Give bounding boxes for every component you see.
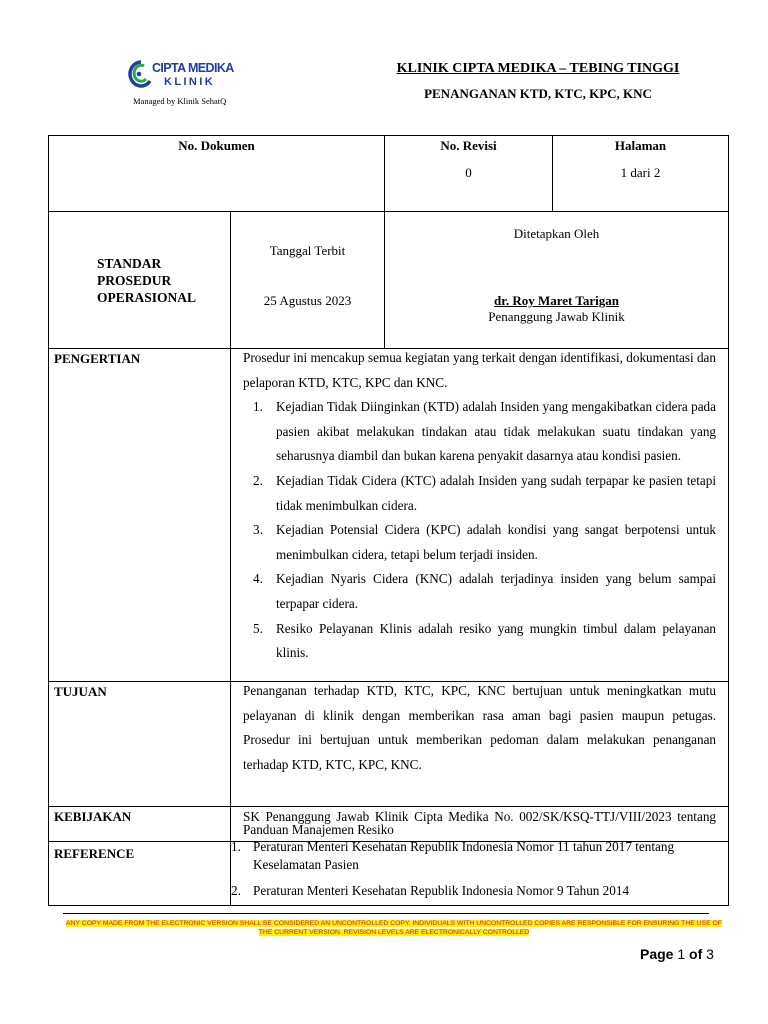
pengertian-item-text: Kejadian Potensial Cidera (KPC) adalah kondisi yang sangat berpotensi untuk menimbulkan cidera, tetapi belum terjadi insiden. xyxy=(276,522,717,562)
reference-item xyxy=(231,882,720,900)
pengertian-item-number: 3. xyxy=(253,522,263,538)
signer-name: dr. Roy Maret Tarigan xyxy=(494,293,619,308)
document-title: PENANGANAN KTD, KTC, KPC, KNC xyxy=(424,86,652,101)
pengertian-item-number: 5. xyxy=(253,620,263,636)
page-indicator xyxy=(640,946,714,962)
page-word: Page xyxy=(640,946,674,962)
reference-row xyxy=(49,842,729,906)
pengertian-item-number: 2. xyxy=(253,472,263,488)
pengertian-label: PENGERTIAN xyxy=(49,349,231,682)
halaman-value: 1 dari 2 xyxy=(620,165,661,180)
reference-content xyxy=(231,839,729,906)
pengertian-item-number: 4. xyxy=(253,571,263,587)
tanggal-terbit-value: 25 Agustus 2023 xyxy=(263,293,352,308)
signer-role: Penanggung Jawab Klinik xyxy=(488,309,625,324)
no-dokumen-cell xyxy=(49,136,385,212)
pengertian-list xyxy=(243,395,716,666)
pengertian-item xyxy=(243,518,716,567)
sop-line-3: OPERASIONAL xyxy=(97,289,197,305)
reference-list xyxy=(231,838,720,900)
page-total: 3 xyxy=(706,946,714,962)
pengertian-row xyxy=(49,349,729,682)
logo-emblem-icon xyxy=(128,60,152,90)
reference-item-number: 2. xyxy=(231,883,241,898)
pengertian-item-text: Kejadian Nyaris Cidera (KNC) adalah terjadinya insiden yang belum sampai terpapar cidera. xyxy=(276,571,717,611)
reference-item-text: Peraturan Menteri Kesehatan Republik Indonesia Nomor 11 tahun 2017 tentang Keselamatan Pasien xyxy=(253,839,675,872)
no-revisi-cell xyxy=(385,136,553,212)
pengertian-item-text: Kejadian Tidak Cidera (KTC) adalah Insiden yang sudah terpapar ke pasien tetapi tidak menimbulkan cidera. xyxy=(276,472,717,513)
pengertian-item xyxy=(243,395,716,469)
reference-label: REFERENCE xyxy=(49,842,231,906)
pengertian-item xyxy=(243,469,716,518)
kebijakan-row xyxy=(49,807,729,842)
page-current: 1 xyxy=(677,946,686,962)
pengertian-item-text: Resiko Pelayanan Klinis adalah resiko yang mungkin timbul dalam pelayanan klinis. xyxy=(276,620,717,661)
sop-line-1: STANDAR xyxy=(97,255,162,271)
pengertian-content xyxy=(231,349,729,682)
uncontrolled-copy-text: ANY COPY MADE FROM THE ELECTRONIC VERSION SHALL BE CONSIDERED AN UNCONTROLLED COPY. INDIVIDUALS WITH UNCONTROLLED COPIES ARE RESPONSIBLE FOR ENSURING THE USE OF THE CURRENT VERSION. REVISION LEVELS ARE ELECTRONICALLY CONTROLLED xyxy=(66,920,722,936)
clinic-title: KLINIK CIPTA MEDIKA – TEBING TINGGI xyxy=(396,61,680,76)
pengertian-item xyxy=(243,567,716,616)
pengertian-item xyxy=(243,617,716,666)
tujuan-text: Penanganan terhadap KTD, KTC, KPC, KNC bertujuan untuk meningkatkan mutu pelayanan di klinik dengan memberikan rasa aman bagi pasien maupun petugas. Prosedur ini bertujuan untuk memberikan pedoman dalam melakukan penanganan terhadap KTD, KTC, KPC, KNC. xyxy=(243,683,717,772)
footer-divider xyxy=(63,913,709,914)
reference-item-number: 1. xyxy=(231,839,241,854)
tanggal-terbit-label: Tanggal Terbit xyxy=(269,243,346,258)
logo-name: CIPTA MEDIKA xyxy=(152,61,234,75)
halaman-cell xyxy=(553,136,729,212)
pengertian-item-number: 1. xyxy=(253,399,263,415)
tanggal-terbit-cell xyxy=(231,212,385,349)
reference-item-text: Peraturan Menteri Kesehatan Republik Indonesia Nomor 9 Tahun 2014 xyxy=(253,883,630,898)
doc-info-row xyxy=(49,136,729,212)
tujuan-label: TUJUAN xyxy=(49,682,231,807)
sop-table xyxy=(48,135,729,906)
halaman-label: Halaman xyxy=(614,138,667,153)
sop-line-2: PROSEDUR xyxy=(97,272,172,288)
kebijakan-content xyxy=(231,807,729,842)
kebijakan-text: SK Penanggung Jawab Klinik Cipta Medika No. 002/SK/KSQ-TTJ/VIII/2023 tentang Panduan Manajemen Resiko xyxy=(243,809,717,837)
kebijakan-label: KEBIJAKAN xyxy=(49,807,231,842)
pengertian-item-text: Kejadian Tidak Diinginkan (KTD) adalah Insiden yang mengakibatkan cidera pada pasien akibat melakukan tindakan atau tidak melakukan suatu tindakan yang seharusnya diambil dan bukan karena penyakit dasarnya atau kondisi pasien. xyxy=(276,399,717,464)
sop-header-row xyxy=(49,212,729,349)
uncontrolled-copy-notice xyxy=(62,919,726,937)
ditetapkan-cell xyxy=(385,212,729,349)
managed-by-text: Managed by Klinik SehatQ xyxy=(133,96,227,106)
logo-subtitle: KLINIK xyxy=(164,76,216,88)
pengertian-intro: Prosedur ini mencakup semua kegiatan yang terkait dengan identifikasi, dokumentasi dan pelaporan KTD, KTC, KPC dan KNC. xyxy=(243,350,717,390)
tujuan-row xyxy=(49,682,729,807)
page-of: of xyxy=(689,946,703,962)
no-revisi-label: No. Revisi xyxy=(440,138,497,153)
no-revisi-value: 0 xyxy=(465,165,472,180)
reference-item xyxy=(231,838,720,874)
tujuan-content xyxy=(231,682,729,807)
no-dokumen-label: No. Dokumen xyxy=(178,138,255,153)
ditetapkan-label: Ditetapkan Oleh xyxy=(513,226,600,241)
sop-title-cell xyxy=(49,212,231,349)
